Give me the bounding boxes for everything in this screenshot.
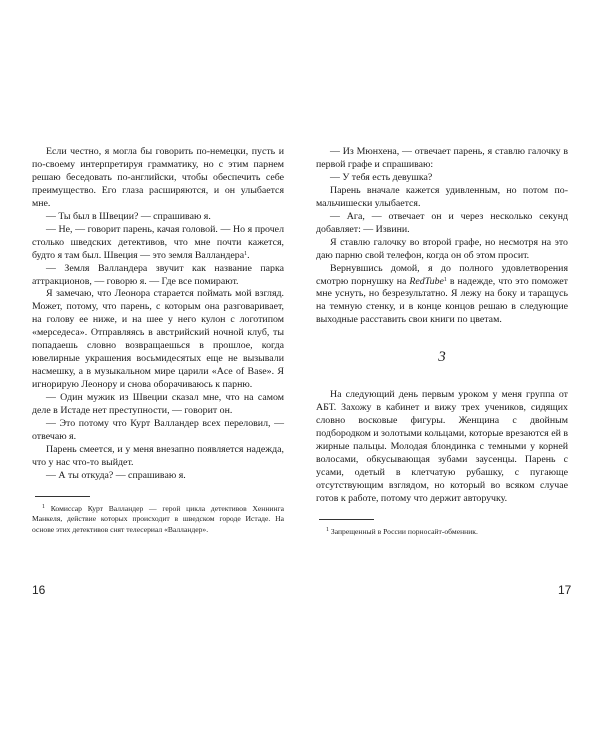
left-page bbox=[32, 146, 284, 535]
footnote-marker: 1 bbox=[443, 276, 447, 283]
paragraph-text: — Не, — говорит парень, качая головой. — Но я прочел столько шведских детективов, что мне почти кажется, будто я там был. Швеция — это земля Валландера bbox=[32, 223, 284, 261]
paragraph: — Ты был в Швеции? — спрашиваю я. bbox=[46, 210, 211, 222]
page-number-right: 17 bbox=[558, 583, 572, 597]
paragraph-text: в надежде, что это поможет мне уснуть, но безрезультатно. Я лежу на боку и таращусь на темную стенку, и в конце концов решаю в следующие выходные расставить свои книги по цветам. bbox=[316, 275, 568, 326]
paragraph: Парень смеется, и у меня внезапно появляется надежда, что у нас что-то выйдет. bbox=[32, 443, 284, 468]
page-number-left: 16 bbox=[32, 583, 46, 597]
footnote-divider bbox=[319, 519, 374, 520]
paragraph: На следующий день первым уроком у меня группа от АБТ. Захожу в кабинет и вижу трех учеников, сидящих словно восковые фигуры. Женщина с двойным подбородком и золотыми кольцами, которые врезаются ей в жирные пальцы. Молодая блондинка с темными у корней волосами, обкусывающая зубами заусенцы. Парень с усами, одетый в клетчатую рубашку, с пугающе отсутствующим взглядом, но который во всяком случае готов к работе, потому что держит авторучку. bbox=[316, 389, 568, 504]
paragraph: Я замечаю, что Леонора старается поймать мой взгляд. Может, потому, что парень, с которым она разговаривает, на голову ее ниже, и на шее у него кулон с логотипом «мерседеса». Отправляясь в австрийский ночной клуб, ты попадаешь словно возвращаешься в прошлое, когда ювелирные украшения восьмидесятых еще не вызывали насмешку, а в музыкальном мире царили «Ace of Base». Я игнорирую Леонору и снова оборачиваюсь к парню. bbox=[32, 288, 284, 391]
paragraph: Если честно, я могла бы говорить по-немецки, пусть и по-своему интерпретируя грамматику, но с этим парнем решаю беседовать по-английски, чтобы обеспечить себе преимущество. Его глаза расширяются, и он улыбается мне. bbox=[32, 146, 284, 209]
footnote-text: Комиссар Курт Валландер — герой цикла детективов Хеннинга Манкеля, действие которых происходит в шведском городе Истаде. На основе этих детективов снят телесериал «Валландер». bbox=[32, 503, 284, 534]
paragraph: — Один мужик из Швеции сказал мне, что на самом деле в Истаде нет преступности, — говорит он. bbox=[32, 392, 284, 417]
paragraph: — Земля Валландера звучит как название парка аттракционов, — говорю я. — Где все помирают. bbox=[32, 262, 284, 287]
paragraph bbox=[32, 224, 284, 263]
paragraph: — Из Мюнхена, — отвечает парень, я ставлю галочку в первой графе и спрашиваю: bbox=[316, 146, 568, 170]
right-page bbox=[316, 146, 568, 537]
sentence-end: . bbox=[247, 249, 250, 261]
site-name: RedTube bbox=[409, 275, 444, 287]
paragraph: — Ага, — отвечает он и через несколько секунд добавляет: — Извини. bbox=[316, 210, 568, 235]
footnote-text: Запрещенный в России порносайт-обменник. bbox=[330, 526, 478, 536]
footnote-divider bbox=[35, 496, 90, 497]
paragraph: — А ты откуда? — спрашиваю я. bbox=[46, 469, 186, 481]
footnote-number: 1 bbox=[42, 503, 45, 510]
paragraph-text: Вернувшись домой, я до полного удовлетворения смотрю порнушку на bbox=[316, 262, 568, 287]
chapter-number: 3 bbox=[438, 349, 446, 366]
paragraph: Я ставлю галочку во второй графе, но несмотря на это даю парню свой телефон, когда он об этом просит. bbox=[316, 236, 568, 261]
paragraph: Парень вначале кажется удивленным, но потом по-мальчишески улыбается. bbox=[316, 184, 568, 209]
footnote bbox=[316, 527, 568, 537]
paragraph: — У тебя есть девушка? bbox=[330, 171, 433, 183]
paragraph: — Это потому что Курт Валландер всех переловил, — отвечаю я. bbox=[32, 418, 284, 442]
footnote bbox=[32, 504, 284, 535]
paragraph bbox=[316, 263, 568, 328]
footnote-number: 1 bbox=[326, 526, 329, 533]
footnote-marker: 1 bbox=[244, 250, 248, 257]
